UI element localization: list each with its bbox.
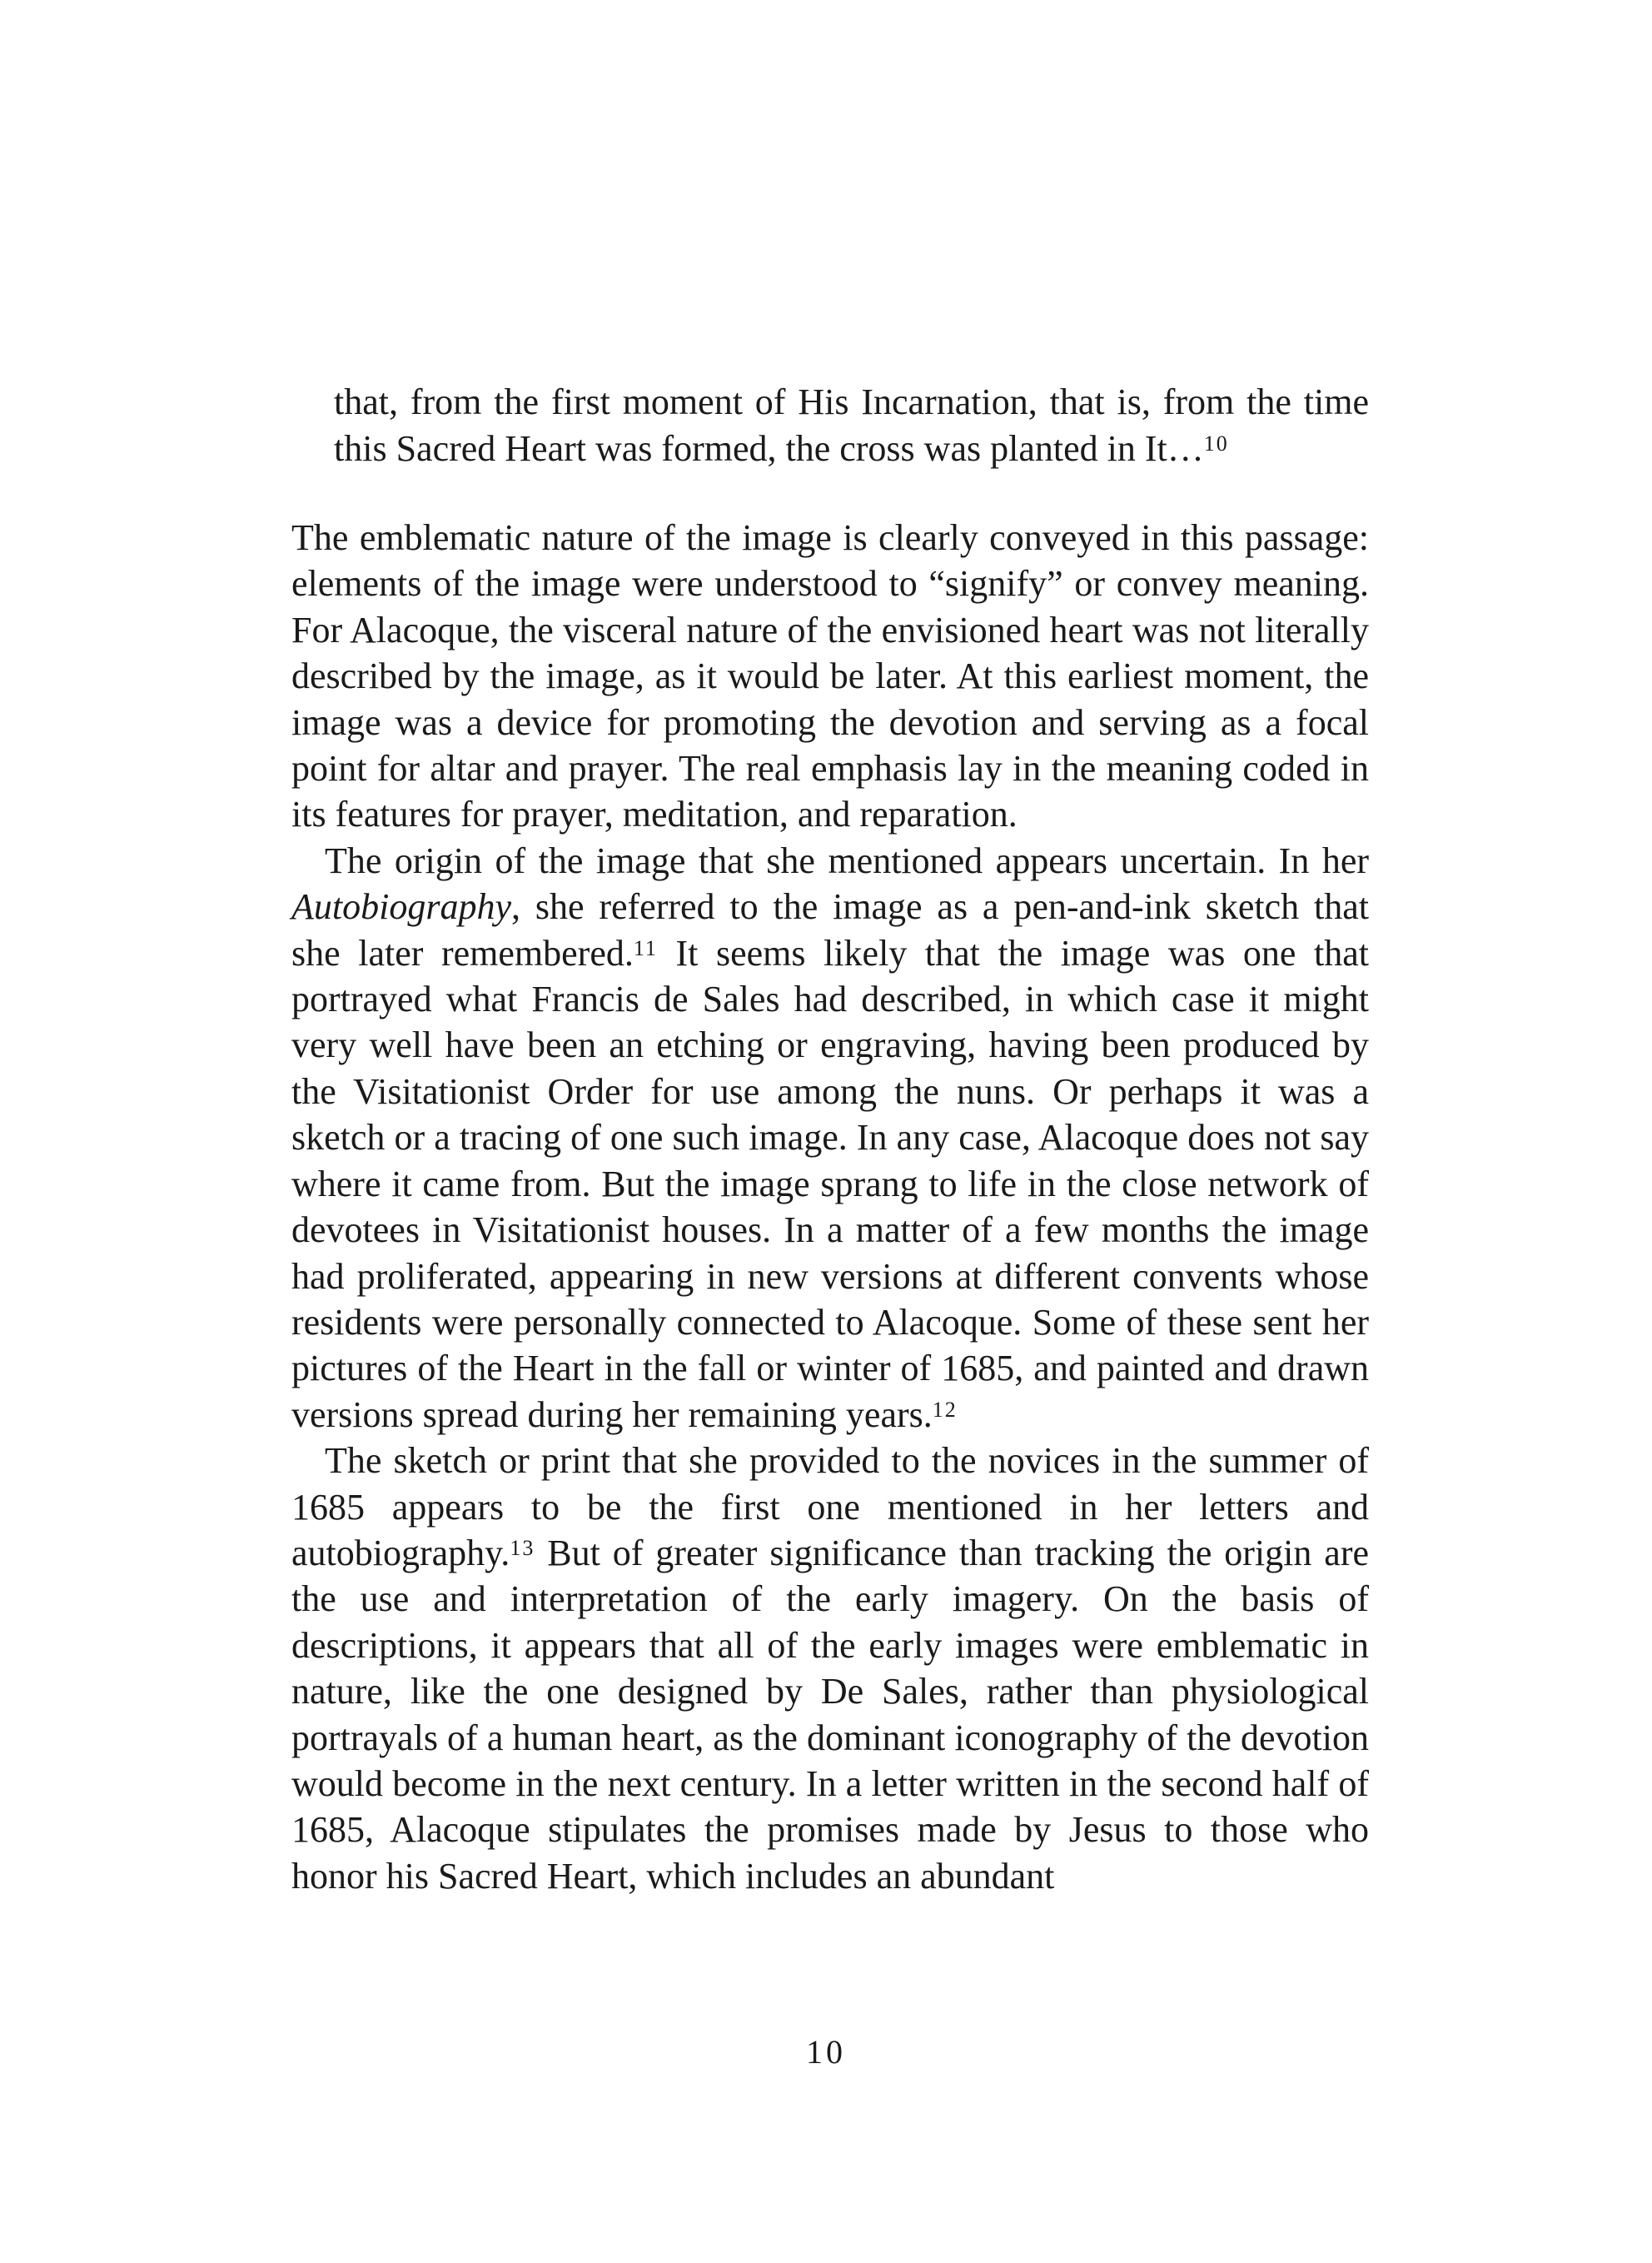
block-quote [334, 379, 1369, 472]
paragraph-2-text-a: The origin of the image that she mentioned appears uncertain. In her [325, 840, 1369, 881]
autobiography-title: Autobiography [291, 886, 511, 928]
paragraph-3 [291, 1438, 1369, 1899]
paragraph-3-text-b: But of greater significance than tracking the origin are the use and interpretation of the early imagery. On the basis of descriptions, it appears that all of the early images were emblematic in nature, like the one designed by De Sales, rather than physiological portrayals of a human heart, as the dominant iconography of the devotion would become in the next century. In a letter written in the second half of 1685, Alacoque stipulates the promises made by Jesus to those who honor his Sacred Heart, which includes an abundant [291, 1532, 1369, 1897]
paragraph-2-text-b: , she referred to the image as a pen-and-ink sketch that she later remembered. [291, 886, 1369, 974]
paragraph-1: The emblematic nature of the image is clearly conveyed in this passage: elements of the image were understood to “signify” or convey meaning. For Alacoque, the visceral nature of the envisioned heart was not literally described by the image, as it would be later. At this earliest moment, the image was a device for promoting the devotion and serving as a focal point for altar and prayer. The real emphasis lay in the meaning coded in its features for prayer, meditation, and reparation. [291, 517, 1369, 835]
paragraph-3-text-a: The sketch or print that she provided to the novices in the summer of 1685 appears to be the first one mentioned in her letters and autobiography. [291, 1440, 1369, 1573]
block-quote-text: that, from the first moment of His Incarnation, that is, from the time this Sacred Heart was formed, the cross was planted in It… [334, 381, 1369, 469]
paragraph-2 [291, 838, 1369, 1438]
footnote-ref-10: 10 [1203, 431, 1229, 456]
body-text [291, 515, 1369, 1899]
page-number: 10 [806, 2033, 846, 2071]
footnote-ref-11: 11 [633, 935, 658, 960]
footnote-ref-12: 12 [932, 1397, 958, 1422]
paragraph-2-text-c: It seems likely that the image was one that portrayed what Francis de Sales had described, in which case it might very well have been an etching or engraving, having been produced by the Visitationist Order for use among the nuns. Or perhaps it was a sketch or a tracing of one such image. In any case, Alacoque does not say where it came from. But the image sprang to life in the close network of devotees in Visitationist houses. In a matter of a few months the image had proliferated, appearing in new versions at different convents whose residents were personally connected to Alacoque. Some of these sent her pictures of the Heart in the fall or winter of 1685, and painted and drawn versions spread during her remaining years. [291, 932, 1369, 1435]
footnote-ref-13: 13 [510, 1535, 535, 1560]
